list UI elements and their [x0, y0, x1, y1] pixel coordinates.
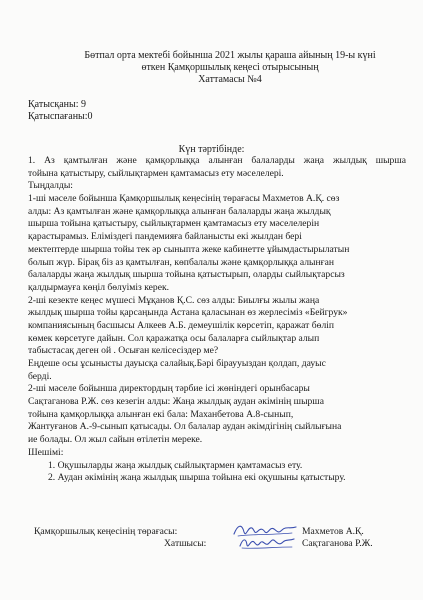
- body-line: мектептерде шырша тойы тек әр сыныпта жеке кабинетте ұйымдастырылатын: [28, 243, 350, 255]
- body-line: жылдық шырша тойы қарсаңында Астана қаласынан өз жерлесіміз «Бейгрук»: [28, 307, 348, 319]
- secretary-signature: [238, 533, 296, 551]
- decision-item: 1. Оқушыларды жаңа жылдық сыйлықтармен қамтамасыз ету.: [48, 459, 303, 471]
- body-line: шырша тойына қатыстыру, сыйлықтармен қамтамасыз ету мәселелерін: [28, 218, 320, 230]
- body-line: берді.: [28, 370, 52, 382]
- body-line: балаларды жаңа жылдық шырша тойына қатыстырып, оларды сыйлықтарсыз: [28, 269, 345, 281]
- body-line: 1. Аз қамтылған және қамқорлыққа алынған балаларды жаңа жылдық шырша: [28, 155, 406, 166]
- body-line: алды: Аз қамтылған және қамқорлыққа алынған балаларды жаңа жылдық: [28, 205, 331, 217]
- body-line: қарастырамыз. Еліміздегі пандемияға байланысты екі жылдан бері: [28, 231, 302, 243]
- body-line: ие болады. Ол жыл сайын өтілетін мереке.: [28, 434, 203, 446]
- body-line: компаниясының басшысы Алкеев А.Б. демеушілік көрсетіп, қаражат бөліп: [28, 319, 335, 331]
- attendance-absent: Қатыспағаны:0: [28, 111, 93, 122]
- body-line: Еңдеше осы ұсынысты дауысқа салайық.Бәрі біраууыздан қолдап, дауыс: [28, 358, 326, 369]
- body-line: табыстасақ деген ой . Осыған келісесіздер ме?: [28, 345, 219, 357]
- secretary-label: Хатшысы:: [164, 538, 207, 549]
- chair-label: Қамқоршылық кеңесінің төрағасы:: [34, 526, 178, 537]
- body-line: Сақтаганова Р.Ж. сөз кезегін алды: Жаңа жылдық аудан әкімінің шырша: [28, 396, 324, 408]
- body-line: болып жүр. Бірақ біз аз қамтылған, көпбалалы және қамқорлыққа алынған: [28, 256, 334, 268]
- body-line: 2-ші кезекте кеңес мүшесі Мұқанов Қ.С. сөз алды: Биылғы жылы жаңа: [28, 294, 320, 306]
- body-line: 2-ші мәселе бойынша директордың тәрбие ісі жөніндегі орынбасары: [28, 383, 310, 395]
- body-line: тойына қатыстыру, сыйлықтармен қамтамасыз ету мәселелері.: [28, 167, 284, 179]
- chair-name: Махметов А.Қ.: [302, 526, 364, 537]
- body-line: тойына қамқорлыққа алынған екі бала: Маханбетова А.8-сынып,: [28, 408, 294, 420]
- decision-item: 2. Аудан әкімінің жаңа жылдық шырша тойына екі оқушыны қатыстыру.: [48, 472, 346, 484]
- minutes-body: [28, 155, 406, 485]
- body-line: қалдырмауға көңіл бөлуіміз керек.: [28, 281, 170, 293]
- body-line: көмек көрсетуге дайын. Сол қаражатқа осы балаларға сыйлықтар алып: [28, 332, 320, 344]
- attendance-present: Қатысқаны: 9: [28, 99, 87, 110]
- body-line: 1-ші мәселе бойынша Қамқоршылық кеңесінің төрағасы Махметов А.Қ. сөз: [28, 193, 340, 205]
- body-line: Тыңдалды:: [28, 180, 73, 192]
- header-line-2: өткен Қамқоршылық кеңесі отырысының: [141, 62, 319, 73]
- body-line: Жантуғанов А.-9-сынып қатысады. Ол балалар аудан әкімдігінің сыйлығына: [28, 421, 342, 433]
- agenda-title: Күн тәртібінде:: [178, 144, 245, 155]
- secretary-name: Сақтаганова Р.Ж.: [302, 538, 373, 549]
- header-line-3: Хаттамасы №4: [198, 74, 262, 85]
- body-line: Шешімі:: [28, 446, 64, 458]
- header-line-1: Бөтпал орта мектебі бойынша 2021 жылы қараша айының 19-ы күні: [84, 50, 376, 61]
